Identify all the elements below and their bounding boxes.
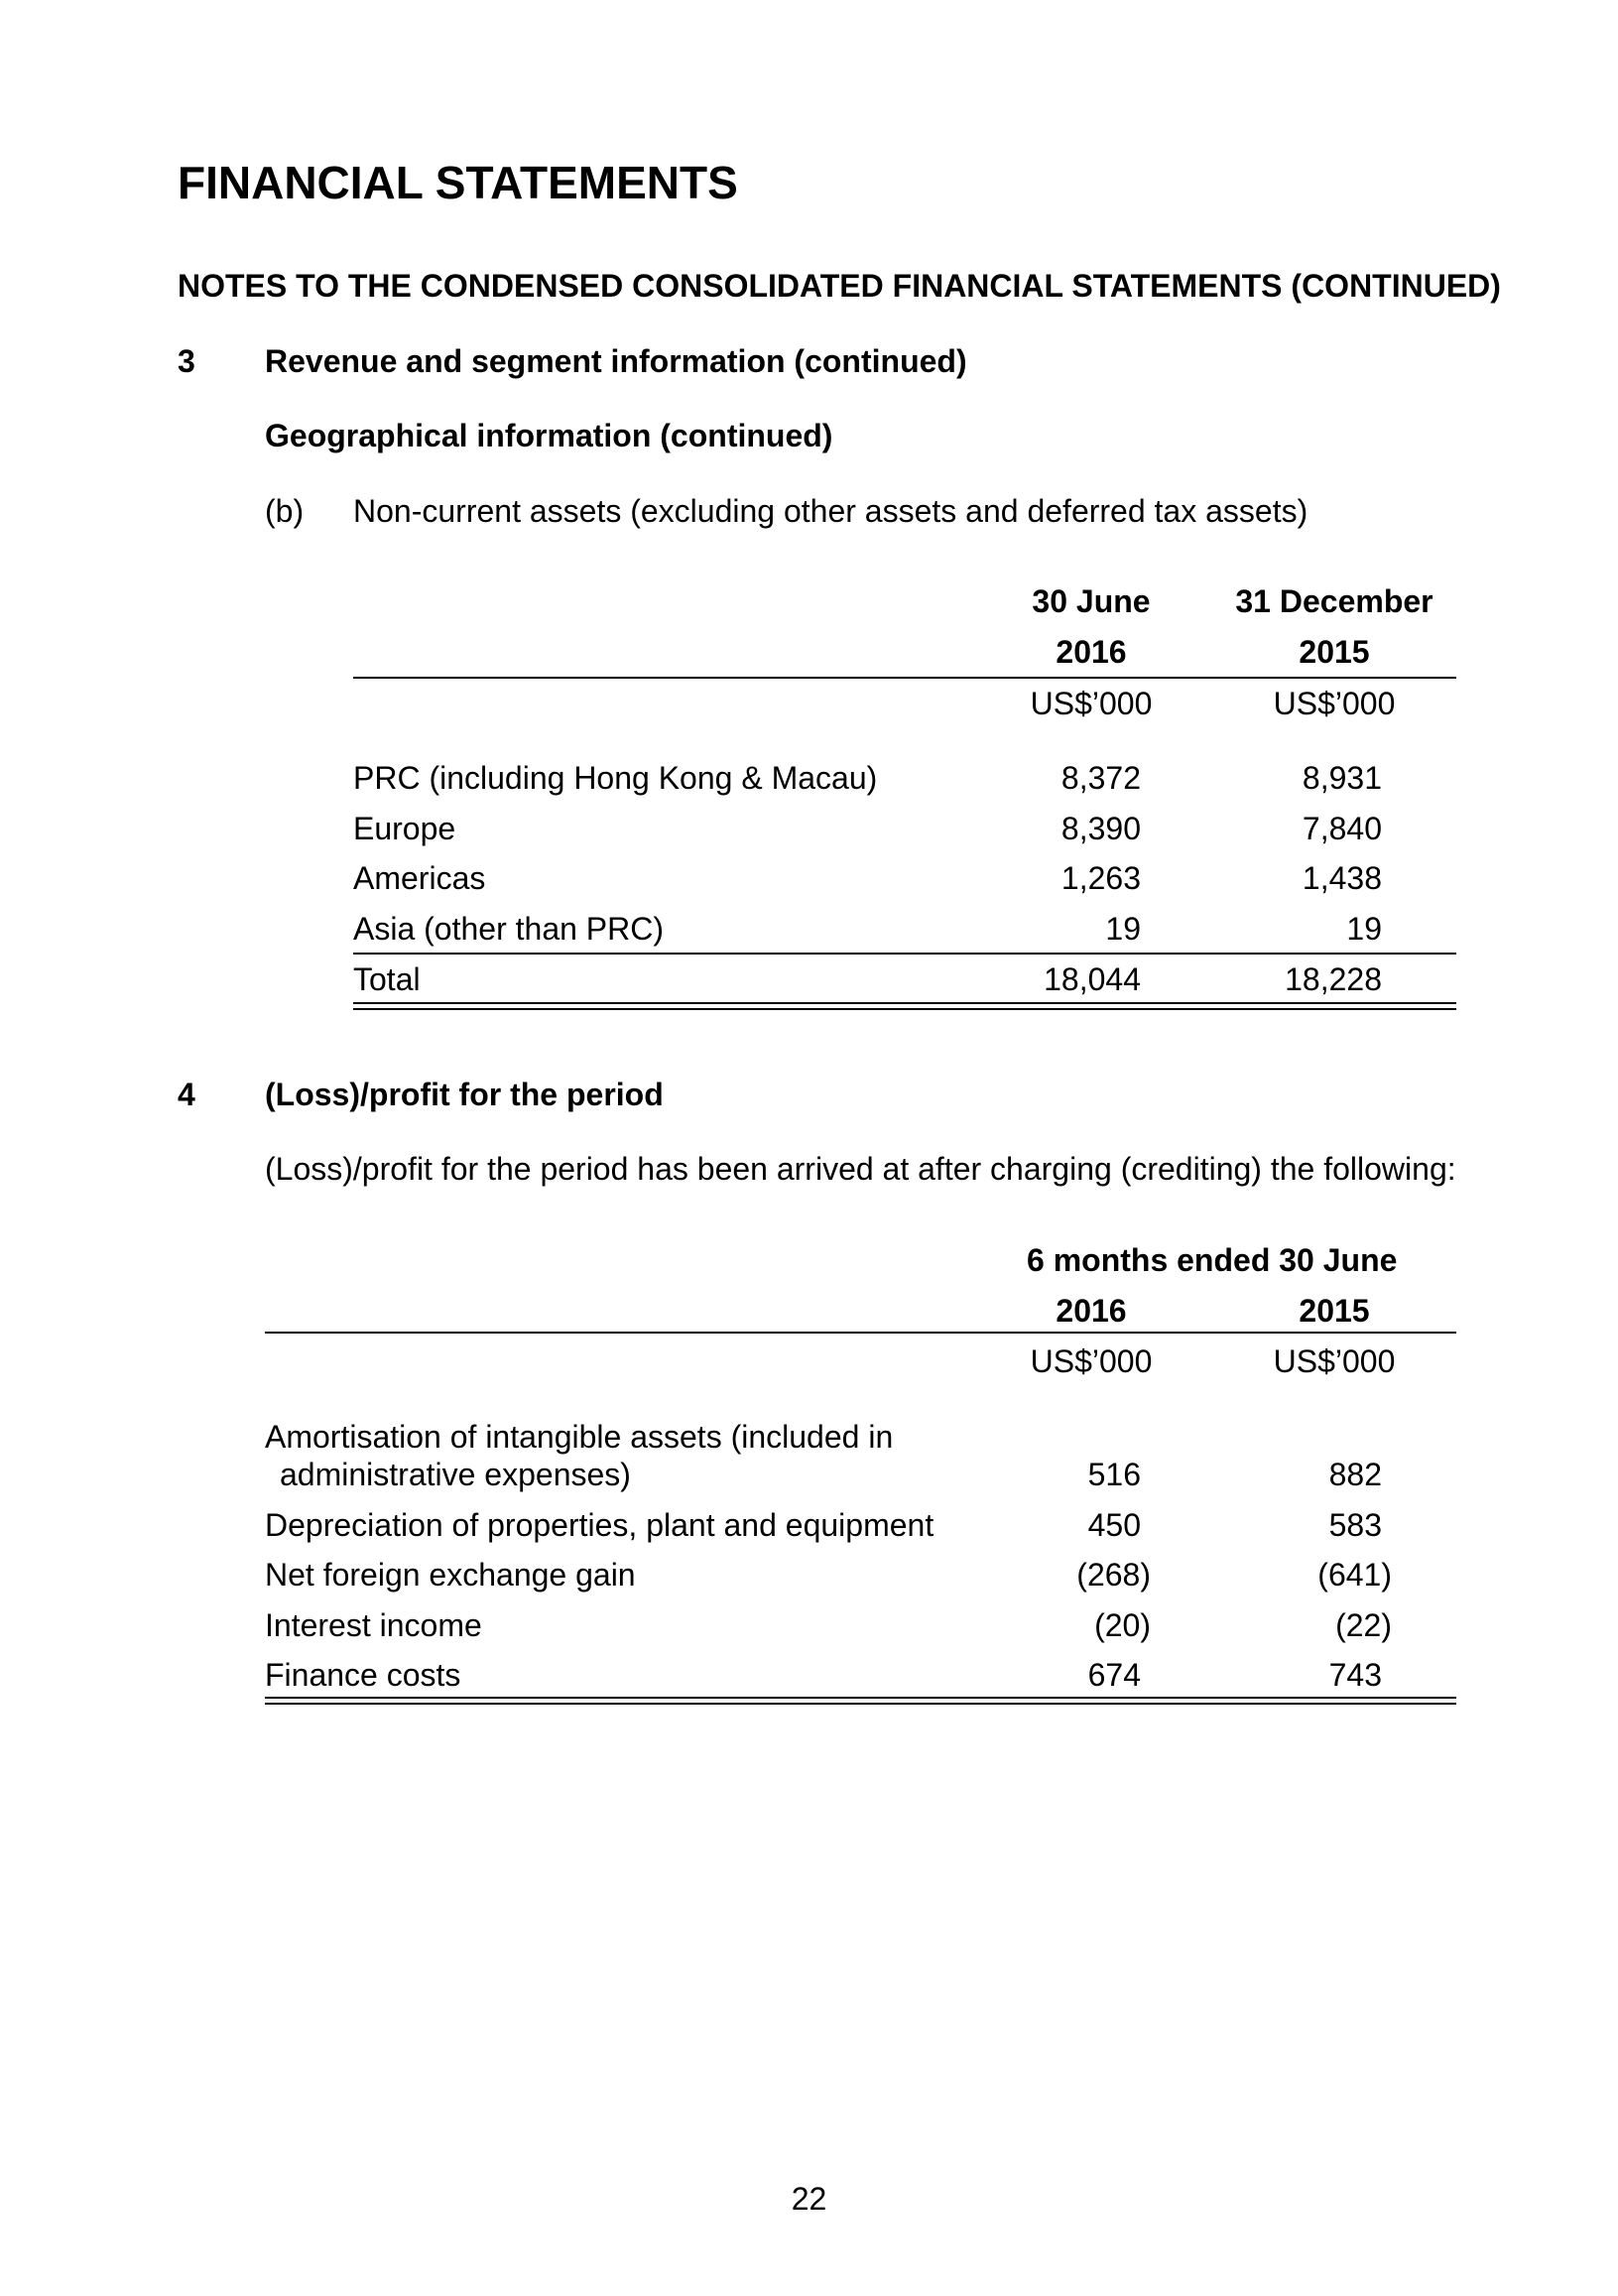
total-2016: 18,044 (1044, 961, 1141, 997)
table-cell: 1,438 (1302, 860, 1382, 896)
table-cell: 7,840 (1302, 811, 1382, 846)
table-rule (353, 677, 1456, 679)
total-double-rule (265, 1697, 1456, 1705)
table-cell: 674 (1087, 1657, 1141, 1693)
col-unit-2016: US$’000 (1030, 1343, 1153, 1379)
col-header-31-december: 31 December (1235, 583, 1433, 619)
table-row-label: PRC (including Hong Kong & Macau) (353, 760, 878, 796)
note-3-item-label: (b) (265, 493, 305, 529)
table-row-label: Asia (other than PRC) (353, 911, 665, 947)
table-rule (265, 1332, 1456, 1334)
table-cell: (268) (1076, 1557, 1151, 1593)
note-3-subheading: Geographical information (continued) (265, 418, 833, 453)
page-title: FINANCIAL STATEMENTS (178, 157, 738, 208)
table-cell: 8,372 (1060, 760, 1141, 796)
col-header-2015: 2015 (1299, 634, 1370, 670)
table-cell: 516 (1087, 1457, 1141, 1492)
table-cell: 743 (1328, 1657, 1382, 1693)
note-4-heading: (Loss)/profit for the period (265, 1077, 664, 1112)
col-header-2016: 2016 (1056, 634, 1127, 670)
table-cell: (641) (1317, 1557, 1392, 1593)
table-row-label: Europe (353, 811, 456, 846)
table-cell: 450 (1087, 1507, 1141, 1543)
total-double-rule (353, 1002, 1456, 1010)
table-cell: 8,931 (1302, 760, 1382, 796)
table-cell: 882 (1328, 1457, 1382, 1492)
table-cell: 19 (1105, 911, 1141, 947)
subtotal-rule (353, 953, 1456, 955)
total-label: Total (353, 961, 421, 997)
table-row-label: administrative expenses) (280, 1457, 631, 1492)
table-cell: 19 (1346, 911, 1382, 947)
col-unit-2016: US$’000 (1030, 686, 1153, 721)
table-cell: (22) (1335, 1607, 1392, 1643)
table-row-label: Americas (353, 860, 486, 896)
table-cell: 583 (1328, 1507, 1382, 1543)
note-4-number: 4 (178, 1077, 195, 1112)
table-cell: (20) (1094, 1607, 1151, 1643)
col-year-2016: 2016 (1056, 1293, 1127, 1329)
col-unit-2015: US$’000 (1273, 686, 1396, 721)
note-3-heading: Revenue and segment information (continued) (265, 343, 967, 379)
group-header: 6 months ended 30 June (1027, 1242, 1398, 1278)
total-2015: 18,228 (1285, 961, 1382, 997)
page-number: 22 (791, 2181, 827, 2217)
note-3-item-text: Non-current assets (excluding other assets and deferred tax assets) (353, 493, 1308, 529)
table-cell: 1,263 (1060, 860, 1141, 896)
table-row-label: Net foreign exchange gain (265, 1557, 636, 1593)
table-row-label: Amortisation of intangible assets (included in (265, 1419, 894, 1455)
col-header-30-june: 30 June (1032, 583, 1151, 619)
table-row-label: Depreciation of properties, plant and equipment (265, 1507, 934, 1543)
col-year-2015: 2015 (1299, 1293, 1370, 1329)
note-4-intro: (Loss)/profit for the period has been arrived at after charging (crediting) the following: (265, 1151, 1456, 1187)
table-row-label: Finance costs (265, 1657, 461, 1693)
notes-subtitle: NOTES TO THE CONDENSED CONSOLIDATED FINANCIAL STATEMENTS (CONTINUED) (178, 268, 1501, 304)
col-unit-2015: US$’000 (1273, 1343, 1396, 1379)
note-3-number: 3 (178, 343, 195, 379)
table-row-label: Interest income (265, 1607, 482, 1643)
table-cell: 8,390 (1060, 811, 1141, 846)
